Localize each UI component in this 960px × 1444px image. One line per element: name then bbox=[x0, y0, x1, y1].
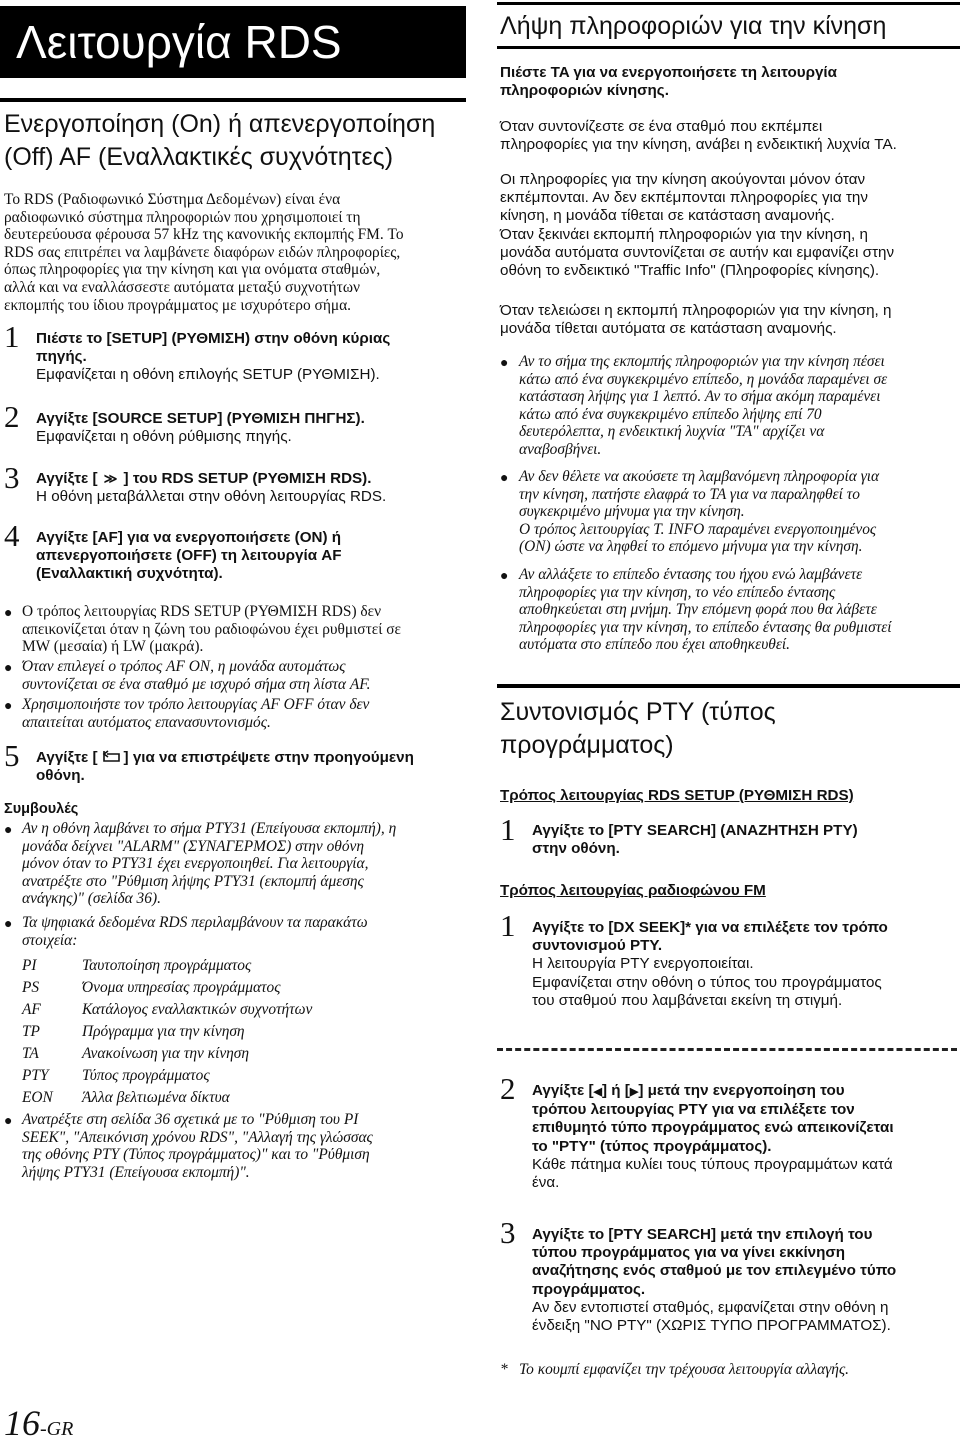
glossary-term: AF bbox=[22, 1001, 41, 1018]
bullet-icon: ● bbox=[500, 354, 509, 370]
step-number: 3 bbox=[4, 460, 20, 495]
bullet-icon: ● bbox=[4, 915, 13, 931]
glossary-def: Άλλα βελτιωμένα δίκτυα bbox=[82, 1089, 230, 1106]
left-arrow-icon: ◀ bbox=[593, 1086, 603, 1098]
traffic-para-3: Όταν τελειώσει η εκπομπή πληροφοριών για την κίνηση, η μονάδα τίθεται αυτόματα σε κατάσταση αναμονής. bbox=[500, 302, 892, 338]
af-section-title-line2: (Off) AF (Εναλλακτικές συχνότητες) bbox=[4, 143, 394, 171]
bullet-icon: ● bbox=[4, 1112, 13, 1128]
return-icon bbox=[98, 749, 124, 767]
tip-pty31: Αν η οθόνη λαμβάνει το σήμα PTY31 (Επείγουσα εκπομπή), η μονάδα δείχνει "ALARM" (ΣΥΝΑΓΕΡΜΟΣ) στην οθόνη μόνον όταν το PTY31 έχει ενεργοποιηθεί. Για λειτουργία, ανατρέξτε στο "Ρύθμιση λήψης PTY31 (εκπομπή άμεσης ανάγκης)" (σελίδα 36). bbox=[22, 820, 397, 908]
page-title: Λειτουργία RDS bbox=[16, 16, 342, 68]
bullet-icon: ● bbox=[4, 821, 13, 837]
pty-section-title-line1: Συντονισμός PTY (τύπος bbox=[500, 698, 776, 726]
right-arrow-icon: ▶ bbox=[629, 1086, 639, 1098]
subheading-rds-setup: Τρόπος λειτουργίας RDS SETUP (ΡΥΘΜΙΣΗ RDS) bbox=[500, 787, 854, 804]
traffic-bullet-1: Αν το σήμα της εκπομπής πληροφοριών για την κίνηση πέσει κάτω από ένα συγκεκριμένο επίπεδο, η μονάδα παραμένει σε κατάσταση λήψης για 1 λεπτό. Αν το σήμα ακόμη παραμένει κάτω από ένα συγκεκριμένο επίπεδο λήψης επί 70 δευτερόλεπτα, η ενδεικτική λυχνία "TA" αρχίζει να αναβοσβήνει. bbox=[519, 353, 888, 458]
step-number: 1 bbox=[500, 812, 516, 847]
bullet-icon: ● bbox=[4, 604, 13, 620]
page-title-band bbox=[0, 6, 466, 78]
traffic-section-title: Λήψη πληροφοριών για την κίνηση bbox=[500, 12, 887, 40]
step-number: 2 bbox=[4, 399, 20, 434]
pty-step-start-search: Αγγίξτε το [PTY SEARCH] μετά την επιλογή του τύπου προγράμματος για να γίνει εκκίνηση αναζήτησης ενός σταθμού με τον επιλεγμένο τύπο προγράμματος. Αν δεν εντοπιστεί σταθμός, εμφανίζεται στην οθόνη η ένδειξη "NO PTY" (ΧΩΡΙΣ ΤΥΠΟ ΠΡΟΓΡΑΜΜΑΤΟΣ). bbox=[532, 1226, 897, 1335]
next-page-icon: ≫ bbox=[103, 471, 118, 486]
tip-rds-data: Τα ψηφιακά δεδομένα RDS περιλαμβάνουν τα παρακάτω στοιχεία: bbox=[22, 914, 368, 949]
note-af-on: Όταν επιλεγεί ο τρόπος AF ON, η μονάδα αυτομάτως συντονίζεται σε ένα σταθμό με ισχυρό σήμα στη λίστα AF. bbox=[22, 658, 371, 693]
bullet-icon: ● bbox=[4, 697, 13, 713]
glossary-term: PTY bbox=[22, 1067, 49, 1084]
step-3: Αγγίξτε [ ≫ ] του RDS SETUP (ΡΥΘΜΙΣΗ RDS). Η οθόνη μεταβάλλεται στην οθόνη λειτουργίας RDS. bbox=[36, 470, 387, 506]
traffic-para-1: Όταν συντονίζεστε σε ένα σταθμό που εκπέμπει πληροφορίες για την κίνηση, ανάβει η ενδεικτική λυχνία TA. bbox=[500, 118, 897, 154]
step-number: 1 bbox=[4, 319, 20, 354]
glossary-def: Όνομα υπηρεσίας προγράμματος bbox=[82, 979, 281, 996]
af-section-title-line1: Ενεργοποίηση (On) ή απενεργοποίηση bbox=[4, 110, 436, 138]
bullet-icon: ● bbox=[4, 659, 13, 675]
glossary-def: Ανακοίνωση για την κίνηση bbox=[82, 1045, 250, 1062]
glossary-term: TA bbox=[22, 1045, 39, 1062]
glossary-def: Πρόγραμμα για την κίνηση bbox=[82, 1023, 245, 1040]
step-5: Αγγίξτε [ ] για να επιστρέψετε στην προηγούμενη οθόνη. bbox=[36, 749, 414, 785]
glossary-def: Ταυτοποίηση προγράμματος bbox=[82, 957, 252, 974]
note-af-off: Χρησιμοποιήστε τον τρόπο λειτουργίας AF OFF όταν δεν απαιτείται αυτόματος επανασυντονισμός. bbox=[22, 696, 370, 731]
glossary-def: Τύπος προγράμματος bbox=[82, 1067, 210, 1084]
glossary-term: TP bbox=[22, 1023, 40, 1040]
step-4: Αγγίξτε [AF] για να ενεργοποιήσετε (ON) ή απενεργοποιήσετε (OFF) τη λειτουργία AF (Εναλλακτική συχνότητα). bbox=[36, 529, 342, 583]
traffic-para-2: Οι πληροφορίες για την κίνηση ακούγονται μόνον όταν εκπέμπονται. Αν δεν εκπέμπονται πληροφορίες για την κίνηση, η μονάδα τίθεται σε κατάσταση αναμονής. Όταν ξεκινάει εκπομπή πληροφοριών για την κίνηση, η μονάδα αυτόματα συντονίζεται σε αυτήν και εμφανίζει στην οθόνη το ενδεικτικό "Traffic Info" (Πληροφορίες κίνησης). bbox=[500, 171, 895, 280]
subheading-fm-mode: Τρόπος λειτουργίας ραδιοφώνου FM bbox=[500, 882, 766, 899]
pty-section-title-line2: προγράμματος) bbox=[500, 731, 674, 759]
step-2: Αγγίξτε [SOURCE SETUP] (ΡΥΘΜΙΣΗ ΠΗΓΗΣ). Εμφανίζεται η οθόνη ρύθμισης πηγής. bbox=[36, 410, 365, 446]
bullet-icon: ● bbox=[500, 469, 509, 485]
step-number: 5 bbox=[4, 738, 20, 773]
dashed-separator bbox=[497, 1048, 957, 1051]
traffic-lead: Πιέστε TA για να ενεργοποιήσετε τη λειτουργία πληροφοριών κίνησης. bbox=[500, 64, 837, 100]
pty-step-search: Αγγίξτε το [PTY SEARCH] (ΑΝΑΖΗΤΗΣΗ PTY) στην οθόνη. bbox=[532, 822, 858, 858]
glossary-term: PI bbox=[22, 957, 37, 974]
pty-step-select: Αγγίξτε [◀] ή [▶] μετά την ενεργοποίηση του τρόπου λειτουργίας PTY για να επιλέξετε τον επιθυμητό τύπο προγράμματος ενώ απεικονίζεται το "PTY" (τύπος προγράμματος). Κάθε πάτημα κυλίει τους τύπους προγραμμάτων κατά ένα. bbox=[532, 1082, 894, 1192]
traffic-bullet-2: Αν δεν θέλετε να ακούσετε τη λαμβανόμενη πληροφορία για την κίνηση, πατήστε ελαφρά το TA για να παραληφθεί το συγκεκριμένο μήνυμα για την κίνηση. Ο τρόπος λειτουργίας T. INFO παραμένει ενεργοποιημένος (ON) ώστε να ληφθεί το επόμενο μήνυμα για την κίνηση. bbox=[519, 468, 880, 556]
pty-step-dx-seek: Αγγίξτε το [DX SEEK]* για να επιλέξετε τον τρόπο συντονισμού PTY. Η λειτουργία PTY ενεργοποιείται. Εμφανίζεται στην οθόνη ο τύπος του προγράμματος του σταθμού που λαμβάνεται εκείνη τη στιγμή. bbox=[532, 919, 888, 1009]
note-rds-setup: Ο τρόπος λειτουργίας RDS SETUP (ΡΥΘΜΙΣΗ RDS) δεν απεικονίζεται όταν η ζώνη του ραδιοφώνου έχει ρυθμιστεί σε MW (μεσαία) ή LW (μακρά). bbox=[22, 603, 401, 656]
intro-paragraph: Το RDS (Ραδιοφωνικό Σύστημα Δεδομένων) είναι ένα ραδιοφωνικό σύστημα πληροφοριών που χρησιμοποιεί τη δευτερεύουσα φέρουσα 57 kHz της κανονικής εκπομπής FM. Το RDS σας επιτρέπει να λαμβάνετε διαφόρων ειδών πληροφορίες, όπως πληροφορίες για την κίνηση και για ονόματα σταθμών, αλλά και να εναλλάσσεστε αυτόματα μεταξύ συχνοτήτων εκπομπής του ίδιου προγράμματος με ισχυρότερο σήμα. bbox=[4, 191, 404, 314]
glossary-def: Κατάλογος εναλλακτικών συχνοτήτων bbox=[82, 1001, 313, 1018]
step-number: 1 bbox=[500, 908, 516, 943]
step-number: 4 bbox=[4, 518, 20, 553]
bullet-icon: ● bbox=[500, 567, 509, 583]
title-rule bbox=[497, 46, 960, 49]
top-rule bbox=[497, 2, 960, 5]
section-rule bbox=[497, 684, 960, 688]
section-rule bbox=[0, 98, 466, 102]
glossary-term: PS bbox=[22, 979, 40, 996]
page-number: 16-GR bbox=[4, 1403, 74, 1443]
tip-page-36: Ανατρέξτε στη σελίδα 36 σχετικά με το "Ρύθμιση του PI SEEK", "Απεικόνιση χρόνου RDS", "Αλλαγή της γλώσσας της οθόνης PTY (Τύπος προγράμματος)" και το "Ρύθμιση λήψης PTY31 (Επείγουσα εκπομπή)". bbox=[22, 1111, 373, 1181]
step-number: 2 bbox=[500, 1071, 516, 1106]
step-number: 3 bbox=[500, 1215, 516, 1250]
step-1: Πιέστε το [SETUP] (ΡΥΘΜΙΣΗ) στην οθόνη κύριας πηγής. Εμφανίζεται η οθόνη επιλογής SETUP (ΡΥΘΜΙΣΗ). bbox=[36, 330, 391, 384]
footnote-mark: * bbox=[500, 1361, 508, 1378]
traffic-bullet-3: Αν αλλάξετε το επίπεδο έντασης του ήχου ενώ λαμβάνετε πληροφορίες για την κίνηση, το νέο επίπεδο έντασης αποθηκεύεται στη μνήμη. Την επόμενη φορά που θα λάβετε πληροφορίες για την κίνηση, το επίπεδο έντασης θα ρυθμιστεί αυτόματα στο επίπεδο που έχει αποθηκευθεί. bbox=[519, 566, 892, 654]
footnote: Το κουμπί εμφανίζει την τρέχουσα λειτουργία αλλαγής. bbox=[519, 1361, 850, 1378]
glossary-term: EON bbox=[22, 1089, 53, 1106]
tips-heading: Συμβουλές bbox=[4, 801, 79, 817]
